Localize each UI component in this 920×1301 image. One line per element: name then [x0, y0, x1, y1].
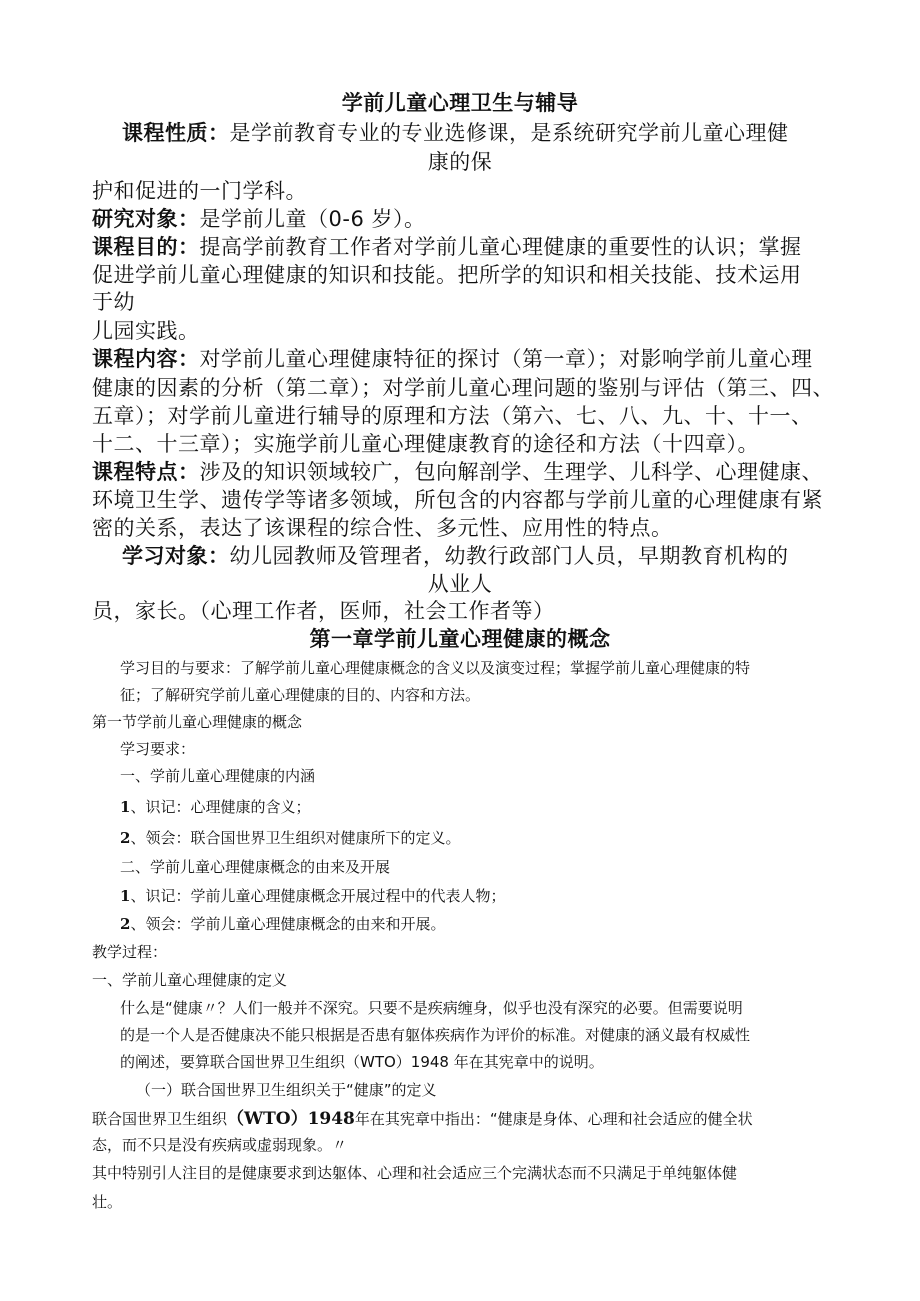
goal-line1	[92, 236, 802, 259]
section-title: 第一节学前儿童心理健康的概念	[92, 713, 303, 731]
paragraph-1-line1: 什么是“健康〃？人们一般并不深究。只要不是疾病缠身，似乎也没有深究的必要。但需要说明	[120, 999, 743, 1017]
content-line3: 五章）；对学前儿童进行辅导的原理和方法（第六、七、八、九、十、十一、	[92, 404, 813, 428]
requirement-item-1-2: 2、领会：联合国世界卫生组织对健康所下的定义。	[120, 829, 461, 847]
goal-line3: 于幼	[92, 290, 135, 314]
paragraph-2-line2: 态，而不只是没有疾病或虚弱现象。〃	[92, 1136, 348, 1154]
paragraph-2-line1: 联合国世界卫生组织（WTO）1948年在其宪章中指出：“健康是身体、心理和社会适应的健全状	[92, 1109, 753, 1129]
requirement-item-2-1: 1、识记：学前儿童心理健康概念开展过程中的代表人物；	[120, 887, 506, 905]
paragraph-3-line1: 其中特别引人注目的是健康要求到达躯体、心理和社会适应三个完满状态而不只满足于单纯躯体健	[92, 1164, 738, 1182]
paragraph-3-line2: 壮。	[92, 1193, 123, 1211]
paragraph-1-line2: 的是一个人是否健康决不能只根据是否患有躯体疾病作为评价的标准。对健康的涵义最有权威性	[120, 1026, 751, 1044]
features-text1: 涉及的知识领域较广，包向解剖学、生理学、儿科学、心理健康、	[199, 460, 823, 484]
nature-line2: 康的保	[427, 150, 493, 174]
paragraph-1-line3: 的阐述，要算联合国世界卫生组织（WTO）1948 年在其宪章中的说明。	[120, 1053, 604, 1071]
features-line2: 环境卫生学、遗传学等诸多领域，所包含的内容都与学前儿童的心理健康有紧	[92, 488, 823, 512]
nature-line1	[122, 122, 789, 145]
definition-heading: 一、学前儿童心理健康的定义	[92, 971, 288, 989]
object-text: 是学前儿童（0-6 岁）。	[199, 207, 426, 231]
nature-text1: 是学前教育专业的专业选修课，是系统研究学前儿童心理健	[229, 121, 789, 145]
object-label: 研究对象：	[92, 207, 200, 231]
goal-text1: 提高学前教育工作者对学前儿童心理健康的重要性的认识；掌握	[199, 235, 802, 259]
chapter-title: 第一章学前儿童心理健康的概念	[309, 627, 611, 651]
goal-label: 课程目的：	[92, 235, 200, 259]
content-line2: 健康的因素的分析（第二章）；对学前儿童心理问题的鉴别与评估（第三、四、	[92, 376, 834, 400]
doc-title: 学前儿童心理卫生与辅导	[341, 91, 579, 115]
teaching-process-label: 教学过程：	[92, 943, 168, 961]
audience-label: 学习对象：	[122, 544, 230, 568]
requirement-item-1-1: 1、识记：心理健康的含义；	[120, 798, 311, 816]
features-line1	[92, 461, 823, 484]
subheading-who-definition: （一）联合国世界卫生组织关于“健康”的定义	[136, 1081, 437, 1099]
content-label: 课程内容：	[92, 347, 200, 371]
audience-line3: 员，家长。（心理工作者，医师，社会工作者等）	[92, 599, 555, 623]
content-line1	[92, 348, 813, 371]
features-label: 课程特点：	[92, 460, 200, 484]
chapter-goal-line2: 征；了解研究学前儿童心理健康的目的、内容和方法。	[120, 686, 481, 704]
goal-line2: 促进学前儿童心理健康的知识和技能。把所学的知识和相关技能、技术运用	[92, 263, 802, 287]
requirement-item-1: 一、学前儿童心理健康的内涵	[120, 767, 316, 785]
audience-line2: 从业人	[427, 572, 493, 596]
requirement-item-2-2: 2、领会：学前儿童心理健康概念的由来和开展。	[120, 915, 446, 933]
audience-text1: 幼儿园教师及管理者，幼教行政部门人员，早期教育机构的	[229, 544, 789, 568]
audience-line1	[122, 545, 789, 568]
object-line	[92, 208, 425, 231]
content-text1: 对学前儿童心理健康特征的探讨（第一章）；对影响学前儿童心理	[199, 347, 813, 371]
goal-line4: 儿园实践。	[92, 319, 200, 343]
chapter-goal-line1: 学习目的与要求：了解学前儿童心理健康概念的含义以及演变过程；掌握学前儿童心理健康的特	[120, 659, 751, 677]
features-line3: 密的关系，表达了该课程的综合性、多元性、应用性的特点。	[92, 516, 673, 540]
requirements-label: 学习要求：	[120, 740, 196, 758]
nature-label: 课程性质：	[122, 121, 230, 145]
content-line4: 十二、十三章）；实施学前儿童心理健康教育的途径和方法（十四章）。	[92, 432, 759, 456]
nature-line3: 护和促进的一门学科。	[92, 179, 307, 203]
requirement-item-2: 二、学前儿童心理健康概念的由来及开展	[120, 858, 391, 876]
